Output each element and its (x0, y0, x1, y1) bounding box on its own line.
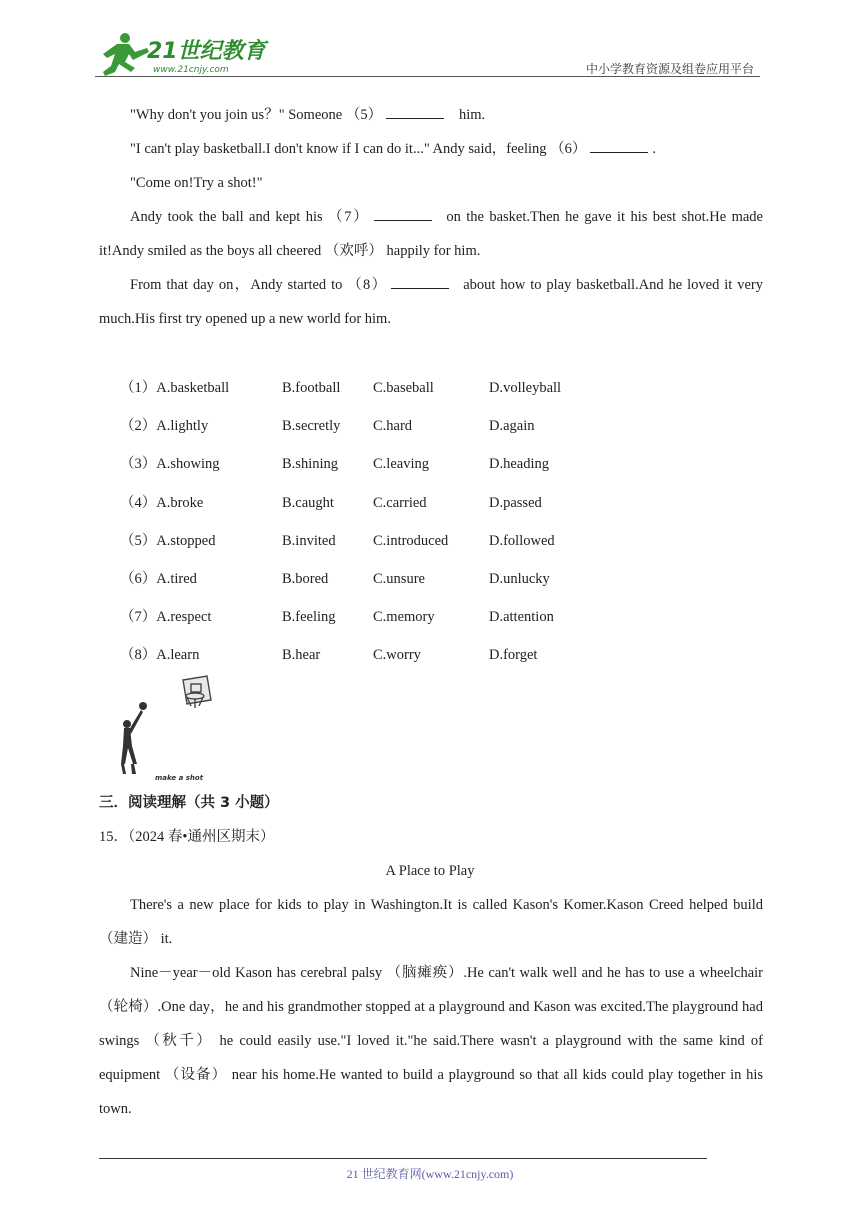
answer-options (120, 372, 620, 678)
paragraph-6 (99, 132, 763, 166)
paragraph-text: about how to play basketball.And he loved it very much.His first try opened up a new world for him. (99, 277, 764, 327)
answer-blank-7[interactable] (374, 206, 432, 221)
option-b[interactable]: B.bored (282, 570, 329, 587)
question-number: 15．（2024 春•通州区期末） (99, 829, 275, 845)
option-row-5 (120, 525, 620, 563)
option-a[interactable]: （6）A.tired (120, 570, 197, 587)
section-title: 三．阅读理解（共 3 小题） (99, 795, 279, 811)
option-d[interactable]: D.volleyball (489, 380, 562, 396)
header-divider (95, 76, 760, 77)
paragraph-text: From that day on，Andy started to （8） (130, 277, 388, 293)
option-a[interactable]: （7）A.respect (120, 609, 212, 626)
option-d[interactable]: D.passed (489, 494, 542, 511)
paragraph-text: "Come on!Try a shot!" (130, 175, 263, 191)
answer-blank-5[interactable] (386, 104, 444, 119)
option-row-3 (120, 448, 620, 486)
option-row-1 (120, 372, 620, 410)
option-b[interactable]: B.caught (282, 494, 334, 511)
option-c[interactable]: C.hard (373, 418, 413, 435)
option-c[interactable]: C.leaving (373, 456, 429, 473)
option-d[interactable]: D.attention (489, 609, 554, 626)
option-b[interactable]: B.hear (282, 647, 321, 664)
platform-name: 中小学教育资源及组卷应用平台 (585, 62, 754, 76)
paragraph-8 (99, 268, 763, 336)
option-c[interactable]: C.memory (373, 609, 435, 626)
option-a[interactable]: （5）A.stopped (120, 532, 216, 549)
option-a[interactable]: （2）A.lightly (120, 418, 209, 435)
story-paragraph-1: There's a new place for kids to play in Washington.It is called Kason's Komer.Kason Creed helped build （建造） it. (99, 897, 763, 947)
option-row-6 (120, 563, 620, 601)
illustration-caption: make a shot (155, 774, 204, 782)
paragraph-text: him. (458, 107, 486, 123)
option-row-4 (120, 487, 620, 525)
option-c[interactable]: C.worry (373, 647, 421, 664)
option-c[interactable]: C.unsure (373, 570, 425, 587)
make-a-shot-illustration (115, 672, 220, 787)
option-b[interactable]: B.shining (282, 456, 338, 473)
logo-text: 21世纪教育 (147, 39, 266, 64)
option-c[interactable]: C.introduced (373, 532, 449, 549)
logo (95, 30, 270, 78)
option-d[interactable]: D.unlucky (489, 570, 550, 587)
option-d[interactable]: D.heading (489, 456, 549, 473)
option-row-2 (120, 410, 620, 448)
option-b[interactable]: B.secretly (282, 418, 341, 435)
option-a[interactable]: （3）A.showing (120, 456, 220, 473)
paragraph-7 (99, 200, 763, 268)
paragraph-text: "I can't play basketball.I don't know if I can do it..." Andy said，feeling （6） (130, 141, 587, 157)
story-title: A Place to Play (385, 863, 475, 879)
story-paragraph-2: Nine－year－old Kason has cerebral palsy （脑瘫痪）.He can't walk well and he has to use a wheelchair（轮椅）.One day，he and his grandmother stopped at a playground and Kason was excited.The playground had swings （秋千） he could easily use."I loved it."he said.There wasn't a playground with the same kind of equipment （设备） near his home.He wanted to build a playground so that all kids could play together in his town. (99, 965, 763, 1117)
option-row-7 (120, 601, 620, 639)
paragraph-text: Andy took the ball and kept his （7） (130, 209, 370, 225)
option-a[interactable]: （1）A.basketball (120, 380, 230, 396)
page-header (95, 30, 760, 78)
option-b[interactable]: B.invited (282, 532, 336, 549)
option-b[interactable]: B.feeling (282, 609, 336, 626)
option-d[interactable]: D.followed (489, 532, 555, 549)
option-a[interactable]: （4）A.broke (120, 494, 204, 511)
option-a[interactable]: （8）A.learn (120, 647, 200, 664)
footer-divider (99, 1158, 707, 1159)
option-d[interactable]: D.again (489, 418, 535, 435)
paragraph-text: on the basket.Then he gave it his best shot.He made it!Andy smiled as the boys all cheered （欢呼） happily for him. (99, 209, 763, 259)
answer-blank-6[interactable] (590, 138, 648, 153)
option-c[interactable]: C.carried (373, 494, 427, 511)
footer-text[interactable]: 21 世纪教育网(www.21cnjy.com) (346, 1167, 514, 1181)
paragraph-come-on (99, 166, 763, 200)
paragraph-text: "Why don't you join us？" Someone （5） (130, 107, 383, 123)
option-b[interactable]: B.football (282, 380, 341, 396)
option-d[interactable]: D.forget (489, 647, 538, 664)
option-c[interactable]: C.baseball (373, 380, 434, 396)
paragraph-text: . (652, 141, 657, 157)
logo-url: www.21cnjy.com (153, 65, 229, 75)
answer-blank-8[interactable] (391, 274, 449, 289)
paragraph-5 (99, 98, 763, 132)
